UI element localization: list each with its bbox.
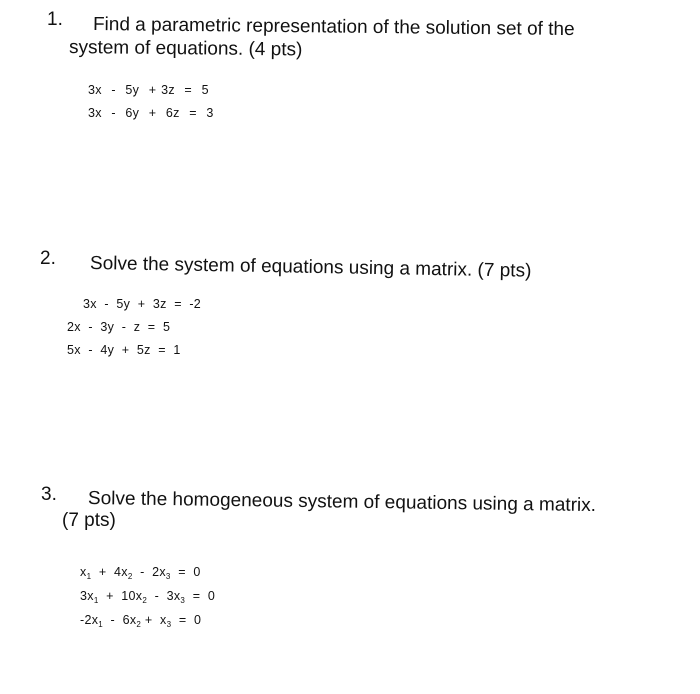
problem-3-equation-3 [80, 608, 215, 632]
problem-1-equation-1: 3x - 5y + 3z = 5 [88, 83, 209, 97]
equation-subscript: 1 [86, 572, 92, 581]
equation-term: + 4x [91, 565, 128, 579]
equation-term: x [80, 565, 87, 579]
problem-2-equation-3: 5x - 4y + 5z = 1 [67, 343, 181, 357]
equation-term: - 6x [103, 613, 137, 627]
equation-term: 3x [80, 589, 94, 603]
equation-subscript: 3 [166, 620, 172, 629]
problem-2-equation-2: 2x - 3y - z = 5 [67, 320, 171, 334]
problem-3-equation-2 [80, 584, 215, 608]
problem-2-number: 2. [40, 248, 56, 269]
problem-1-number: 1. [47, 9, 63, 30]
problem-3-equations [80, 560, 215, 632]
equation-term: = 0 [170, 565, 201, 579]
equation-term: = 0 [171, 613, 202, 627]
equation-subscript: 2 [136, 620, 142, 629]
equation-subscript: 1 [98, 620, 104, 629]
problem-2-equations [67, 293, 202, 362]
equation-term: - 3x [147, 589, 181, 603]
problem-1-title-line2: system of equations. (4 pts) [68, 37, 303, 61]
problem-1-equation-2: 3x - 6y + 6z = 3 [88, 106, 214, 120]
equation-term: + x [141, 613, 167, 627]
problem-3-equation-1 [80, 560, 215, 584]
problem-3-title-line2: (7 pts) [62, 510, 116, 531]
equation-subscript: 2 [127, 572, 133, 581]
equation-subscript: 3 [165, 572, 171, 581]
equation-term: -2x [80, 613, 99, 627]
problem-3-number: 3. [41, 484, 57, 505]
equation-term: - 2x [132, 565, 166, 579]
problem-2-title-line1: Solve the system of equations using a matrix. (7 pts) [89, 253, 532, 282]
problem-1-title-line1: Find a parametric representation of the solution set of the [92, 14, 575, 41]
problem-2-equation-1: 3x - 5y + 3z = -2 [83, 297, 202, 311]
equation-term: + 10x [98, 589, 143, 603]
equation-subscript: 2 [142, 596, 148, 605]
problem-3-title-line1: Solve the homogeneous system of equations using a matrix. [87, 488, 597, 517]
equation-subscript: 1 [93, 596, 99, 605]
problem-1-equations [88, 79, 214, 125]
equation-term: = 0 [185, 589, 216, 603]
equation-subscript: 3 [180, 596, 186, 605]
